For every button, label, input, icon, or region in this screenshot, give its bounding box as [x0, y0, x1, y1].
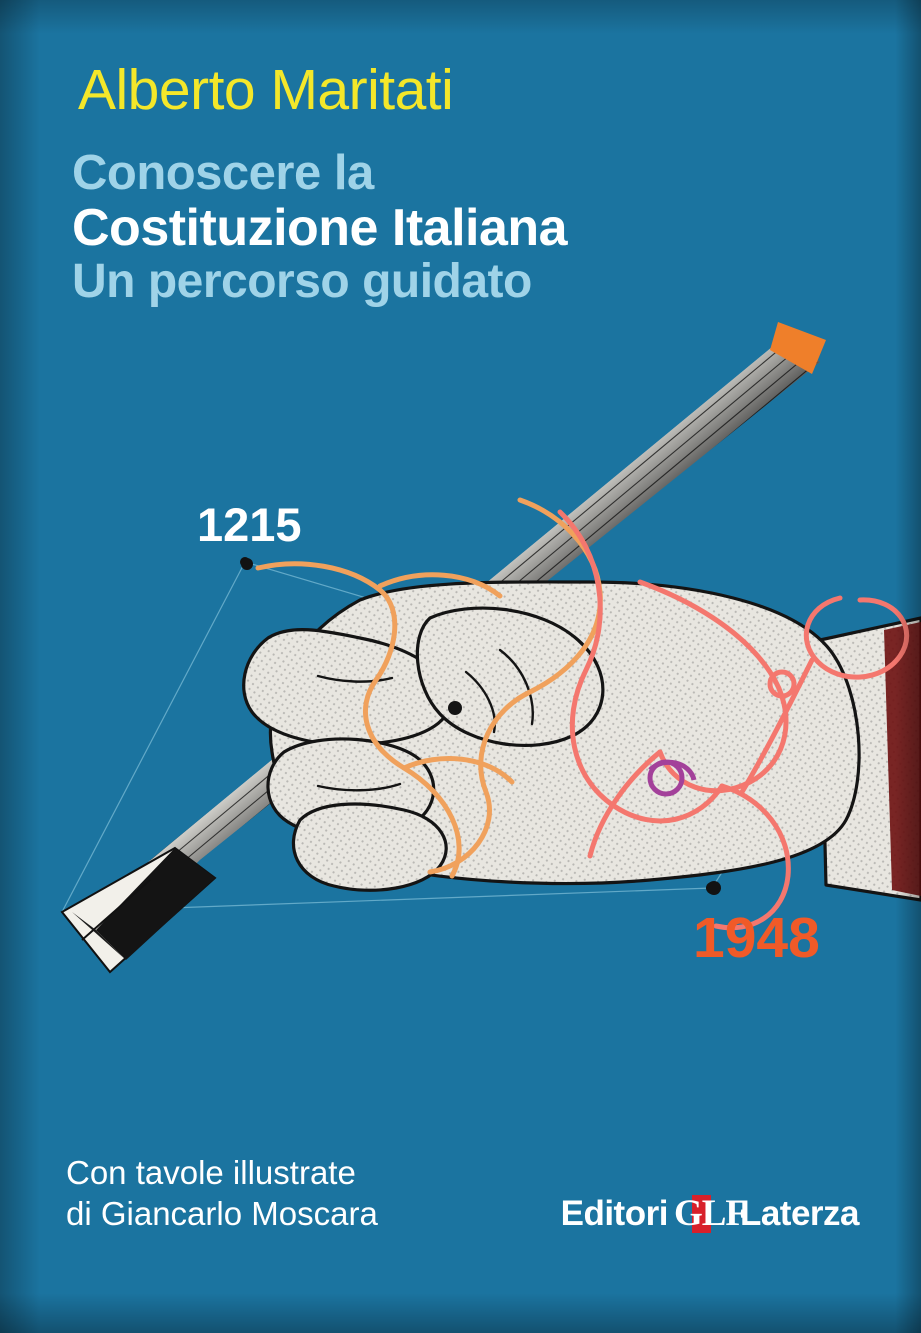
cover-edge-shadow-bottom	[0, 1293, 921, 1333]
publisher-logo	[561, 1192, 859, 1236]
publisher-mark-icon	[673, 1192, 747, 1236]
publisher-prefix: Editori	[560, 1194, 668, 1233]
credit-line-1: Con tavole illustrate	[66, 1154, 356, 1191]
author-name: Alberto Maritati	[78, 58, 454, 122]
title-line-3: Un percorso guidato	[72, 255, 532, 309]
title-line-1: Conoscere la	[72, 146, 374, 200]
hand-with-pen-illustration	[0, 300, 921, 1000]
credit-line-2: di Giancarlo Moscara	[66, 1195, 378, 1233]
illustrator-credit	[66, 1152, 378, 1235]
publisher-name: Laterza	[739, 1194, 859, 1233]
title-block	[72, 148, 852, 308]
cover-edge-shadow-top	[0, 0, 921, 34]
annotation-date-start: 1215	[197, 498, 302, 551]
title-line-2: Costituzione Italiana	[72, 198, 568, 257]
annotation-date-end: 1948	[693, 906, 820, 970]
publisher-mark-text: GLF	[673, 1193, 747, 1234]
